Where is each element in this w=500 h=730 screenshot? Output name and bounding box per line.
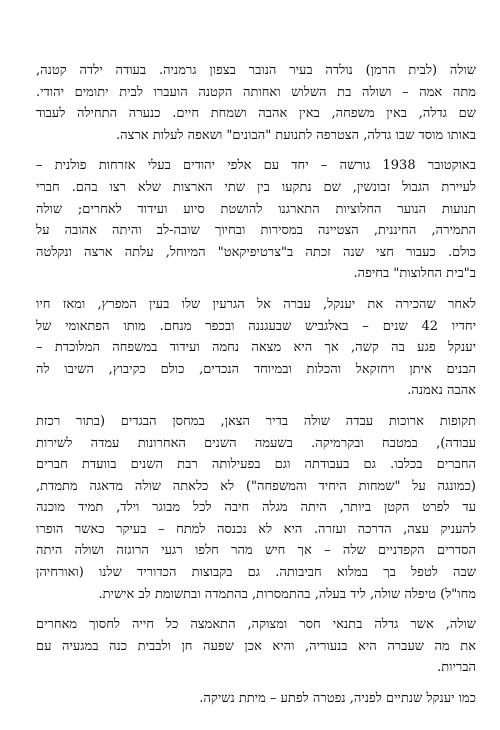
text-line: הבריות.	[437, 660, 476, 676]
text-line: הסדרים הקפדניים שלה – אך חיש מהר חלפו רגעי הרוגזה ושולה היתה	[36, 543, 476, 559]
text-line: כמו יענקל שנתיים לפניה, נפטרה לפתע – מיתת נשיקה.	[199, 691, 476, 707]
text-line: שולה, אשר גדלה בתנאי חסר ומצוקה, התאמצה כל חייה לחסוך מאחרים	[36, 617, 476, 633]
text-line: יענקל פגע בה קשה, אך היא מצאה נחמה ועידוד במשפחה המלוכדת –	[36, 340, 476, 356]
text-line: מחו"ל) טיפלה שולה, ליד בעלה, בהתמסרות, בהתמדה ובתשומת לב אישית.	[98, 586, 476, 602]
text-line: עד לפרט הקטן ביותר, היתה מגלה חיבה לכל מבוגר וילד, תמיד מוכנה	[36, 500, 476, 516]
text-line: התמירה, החיננית, הצטיינה במסירות ובחיוך שובה-לב והיתה אהובה על	[36, 223, 476, 239]
text-line: הבנים איתן ויחזקאל והכלות ובמיוחד הנכדים, כולם כקיבוץ, השיבו לה	[36, 361, 476, 377]
text-line: באותו מוסד שבו גדלה, הצטרפה לתנועת "הבונים" ושאפה לעלות ארצה.	[116, 127, 476, 143]
text-line: שבה לטפל בך במלוא חביבותה. גם בקבוצות הכדוריד שלנו (ואורחיהן	[36, 565, 476, 581]
text-line: יחדיו 42 שנים – באלגביש שבעגננה ובכפר מנחם. מותו הפתאומי של	[36, 318, 476, 334]
paragraph-closing	[36, 688, 476, 710]
paragraph-work	[36, 411, 476, 605]
text-line: עבודה), במטבח ובקרמיקה. בשעמה השנים האחרונות עמדה לשירות	[36, 435, 476, 451]
text-line: החברים בכלבו. גם בעבודתה וגם בפעילותה רבת השנים בוועדת חברים	[36, 457, 476, 473]
text-line: לאחר שהכירה את יענקל, עברה אל הגרעין שלו בעין המפרץ, ומאז חיו	[36, 296, 476, 312]
paragraph-childhood	[36, 60, 476, 146]
text-line: (כמונגה על "שמחות היחיד והמשפחה") לא כלאתה שולה מדאגה מתמדת,	[36, 478, 476, 494]
text-line: באוקטובר 1938 גורשה – יחד עם אלפי יהודים בעלי אזרחות פולנית –	[36, 158, 476, 174]
paragraph-character	[36, 614, 476, 679]
paragraph-deportation	[36, 155, 476, 285]
text-line: שולה (לבית הרמן) נולדה בעיר הנובר בצפון גרמניה. בעודה ילדה קטנה,	[36, 63, 476, 78]
text-line: מתה אמה – ושולה בת השלוש ואחותה הקטנה הועברו לבית יתומים יהודי.	[36, 84, 476, 100]
text-line: אהבה נאמנה.	[407, 383, 476, 399]
text-line: שם גדלה, באין משפחה, באין אהבה ושמחת חיים. כנערה התחילה לעבוד	[36, 106, 476, 122]
text-line: להעניק עצה, הדרכה ועזרה. היא לא נכנסה למתח – בעיקר כאשר הופרו	[36, 521, 476, 537]
paragraph-family	[36, 294, 476, 402]
text-line: את מה שעברה היא בנעוריה, והיא אכן שפעה חן ולבבית כנה במגעיה עם	[36, 638, 476, 654]
text-line: תקופות ארוכות עבדה שולה בדיר הצאן, במחסן הבגדים (בתור רכזת	[36, 413, 476, 429]
text-line: לעיירת הגבול זבונשין, שם נתקעו בין שתי הארצות שלא רצו בהם. חברי	[36, 179, 476, 195]
text-line: ב"בית החלוצות" בחיפה.	[353, 266, 476, 282]
text-line: כולם. כעבור חצי שנה זכתה ב"צרטיפיקאט" המיוחל, עלתה ארצה ונקלטה	[36, 244, 476, 260]
text-line: תנועות הנוער החלוציות התארגנו להושטת סיוע ועידוד לאחרים; שולה	[36, 201, 476, 217]
